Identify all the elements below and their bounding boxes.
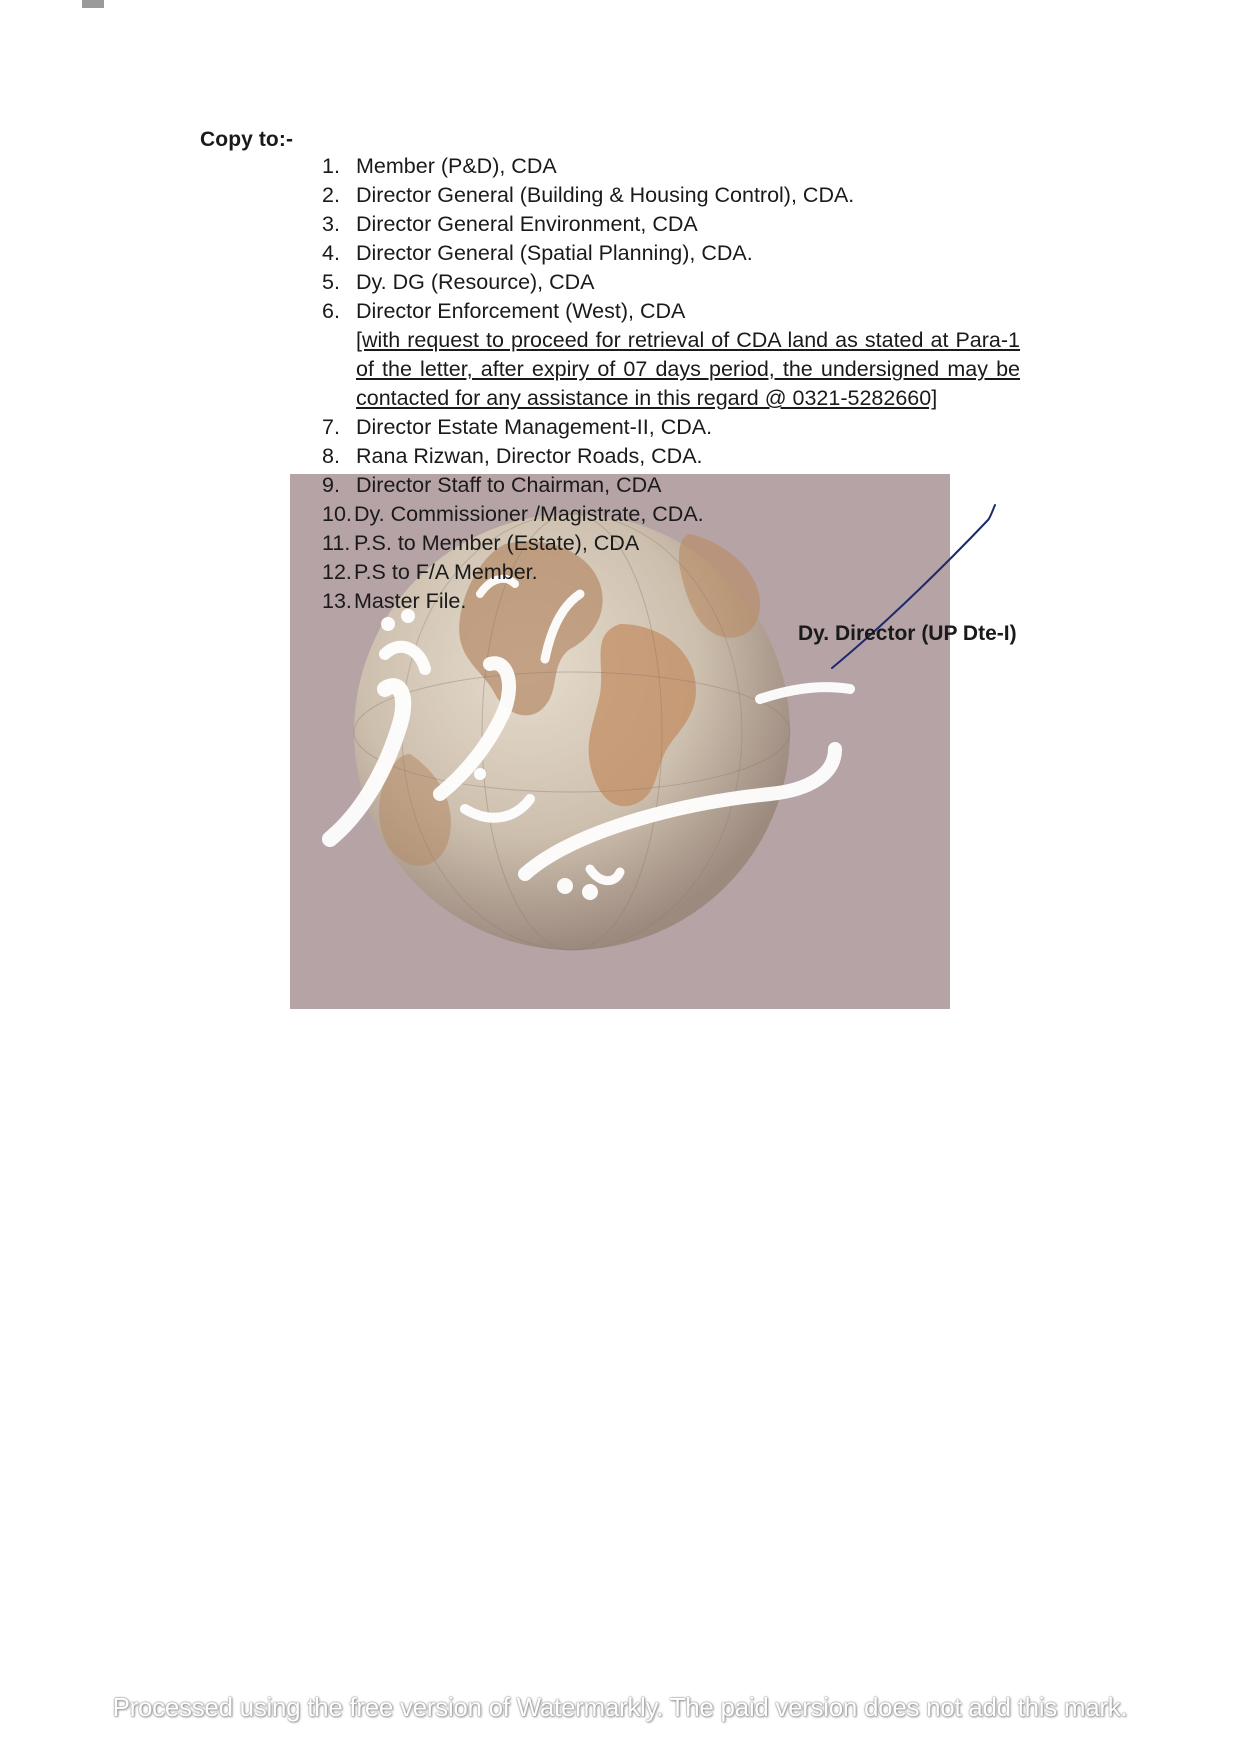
item-number: 8. <box>322 444 340 468</box>
item-number: 7. <box>322 415 340 439</box>
item-number: 10. <box>322 502 352 526</box>
signature <box>820 500 1000 675</box>
list-item <box>322 239 1022 268</box>
list-item <box>322 471 1022 500</box>
list-item <box>322 442 1022 471</box>
scan-corner-mark <box>82 0 104 8</box>
recipient-name: Dy. DG (Resource), CDA <box>356 270 595 294</box>
list-item <box>322 210 1022 239</box>
list-item <box>322 297 1022 413</box>
recipient-name: Director Enforcement (West), CDA <box>356 299 686 323</box>
list-item <box>322 181 1022 210</box>
item-number: 13. <box>322 589 352 613</box>
item-number: 11. <box>322 531 351 555</box>
list-item <box>322 152 1022 181</box>
item-number: 9. <box>322 473 340 497</box>
recipient-name: Director Estate Management-II, CDA. <box>356 415 713 439</box>
recipient-note: [with request to proceed for retrieval of CDA land as stated at Para-1 of the letter, after expiry of 07 days period, the undersigned may be contacted for any assistance in this regard @ 0321-5282660] <box>356 328 1020 410</box>
item-number: 6. <box>322 299 340 323</box>
recipient-name: Master File. <box>354 589 467 613</box>
item-number: 4. <box>322 241 340 265</box>
recipient-name: Director General (Building & Housing Control), CDA. <box>356 183 855 207</box>
recipient-name: Director General Environment, CDA <box>356 212 698 236</box>
recipient-name: Member (P&D), CDA <box>356 154 557 178</box>
item-number: 12. <box>322 560 352 584</box>
item-number: 3. <box>322 212 340 236</box>
recipient-name: P.S to F/A Member. <box>354 560 538 584</box>
recipient-name: Director Staff to Chairman, CDA <box>356 473 662 497</box>
recipient-name: P.S. to Member (Estate), CDA <box>354 531 640 555</box>
list-item <box>322 413 1022 442</box>
item-number: 1. <box>322 154 340 178</box>
item-number: 5. <box>322 270 340 294</box>
footer-watermark: Processed using the free version of Watermarkly. The paid version does not add this mark. <box>112 1692 1128 1722</box>
copy-to-label: Copy to:- <box>200 128 294 151</box>
recipient-name: Dy. Commissioner /Magistrate, CDA. <box>354 502 704 526</box>
item-number: 2. <box>322 183 340 207</box>
recipient-name: Director General (Spatial Planning), CDA. <box>356 241 753 265</box>
list-item <box>322 268 1022 297</box>
signatory-designation: Dy. Director (UP Dte-I) <box>798 622 1017 645</box>
recipient-name: Rana Rizwan, Director Roads, CDA. <box>356 444 703 468</box>
